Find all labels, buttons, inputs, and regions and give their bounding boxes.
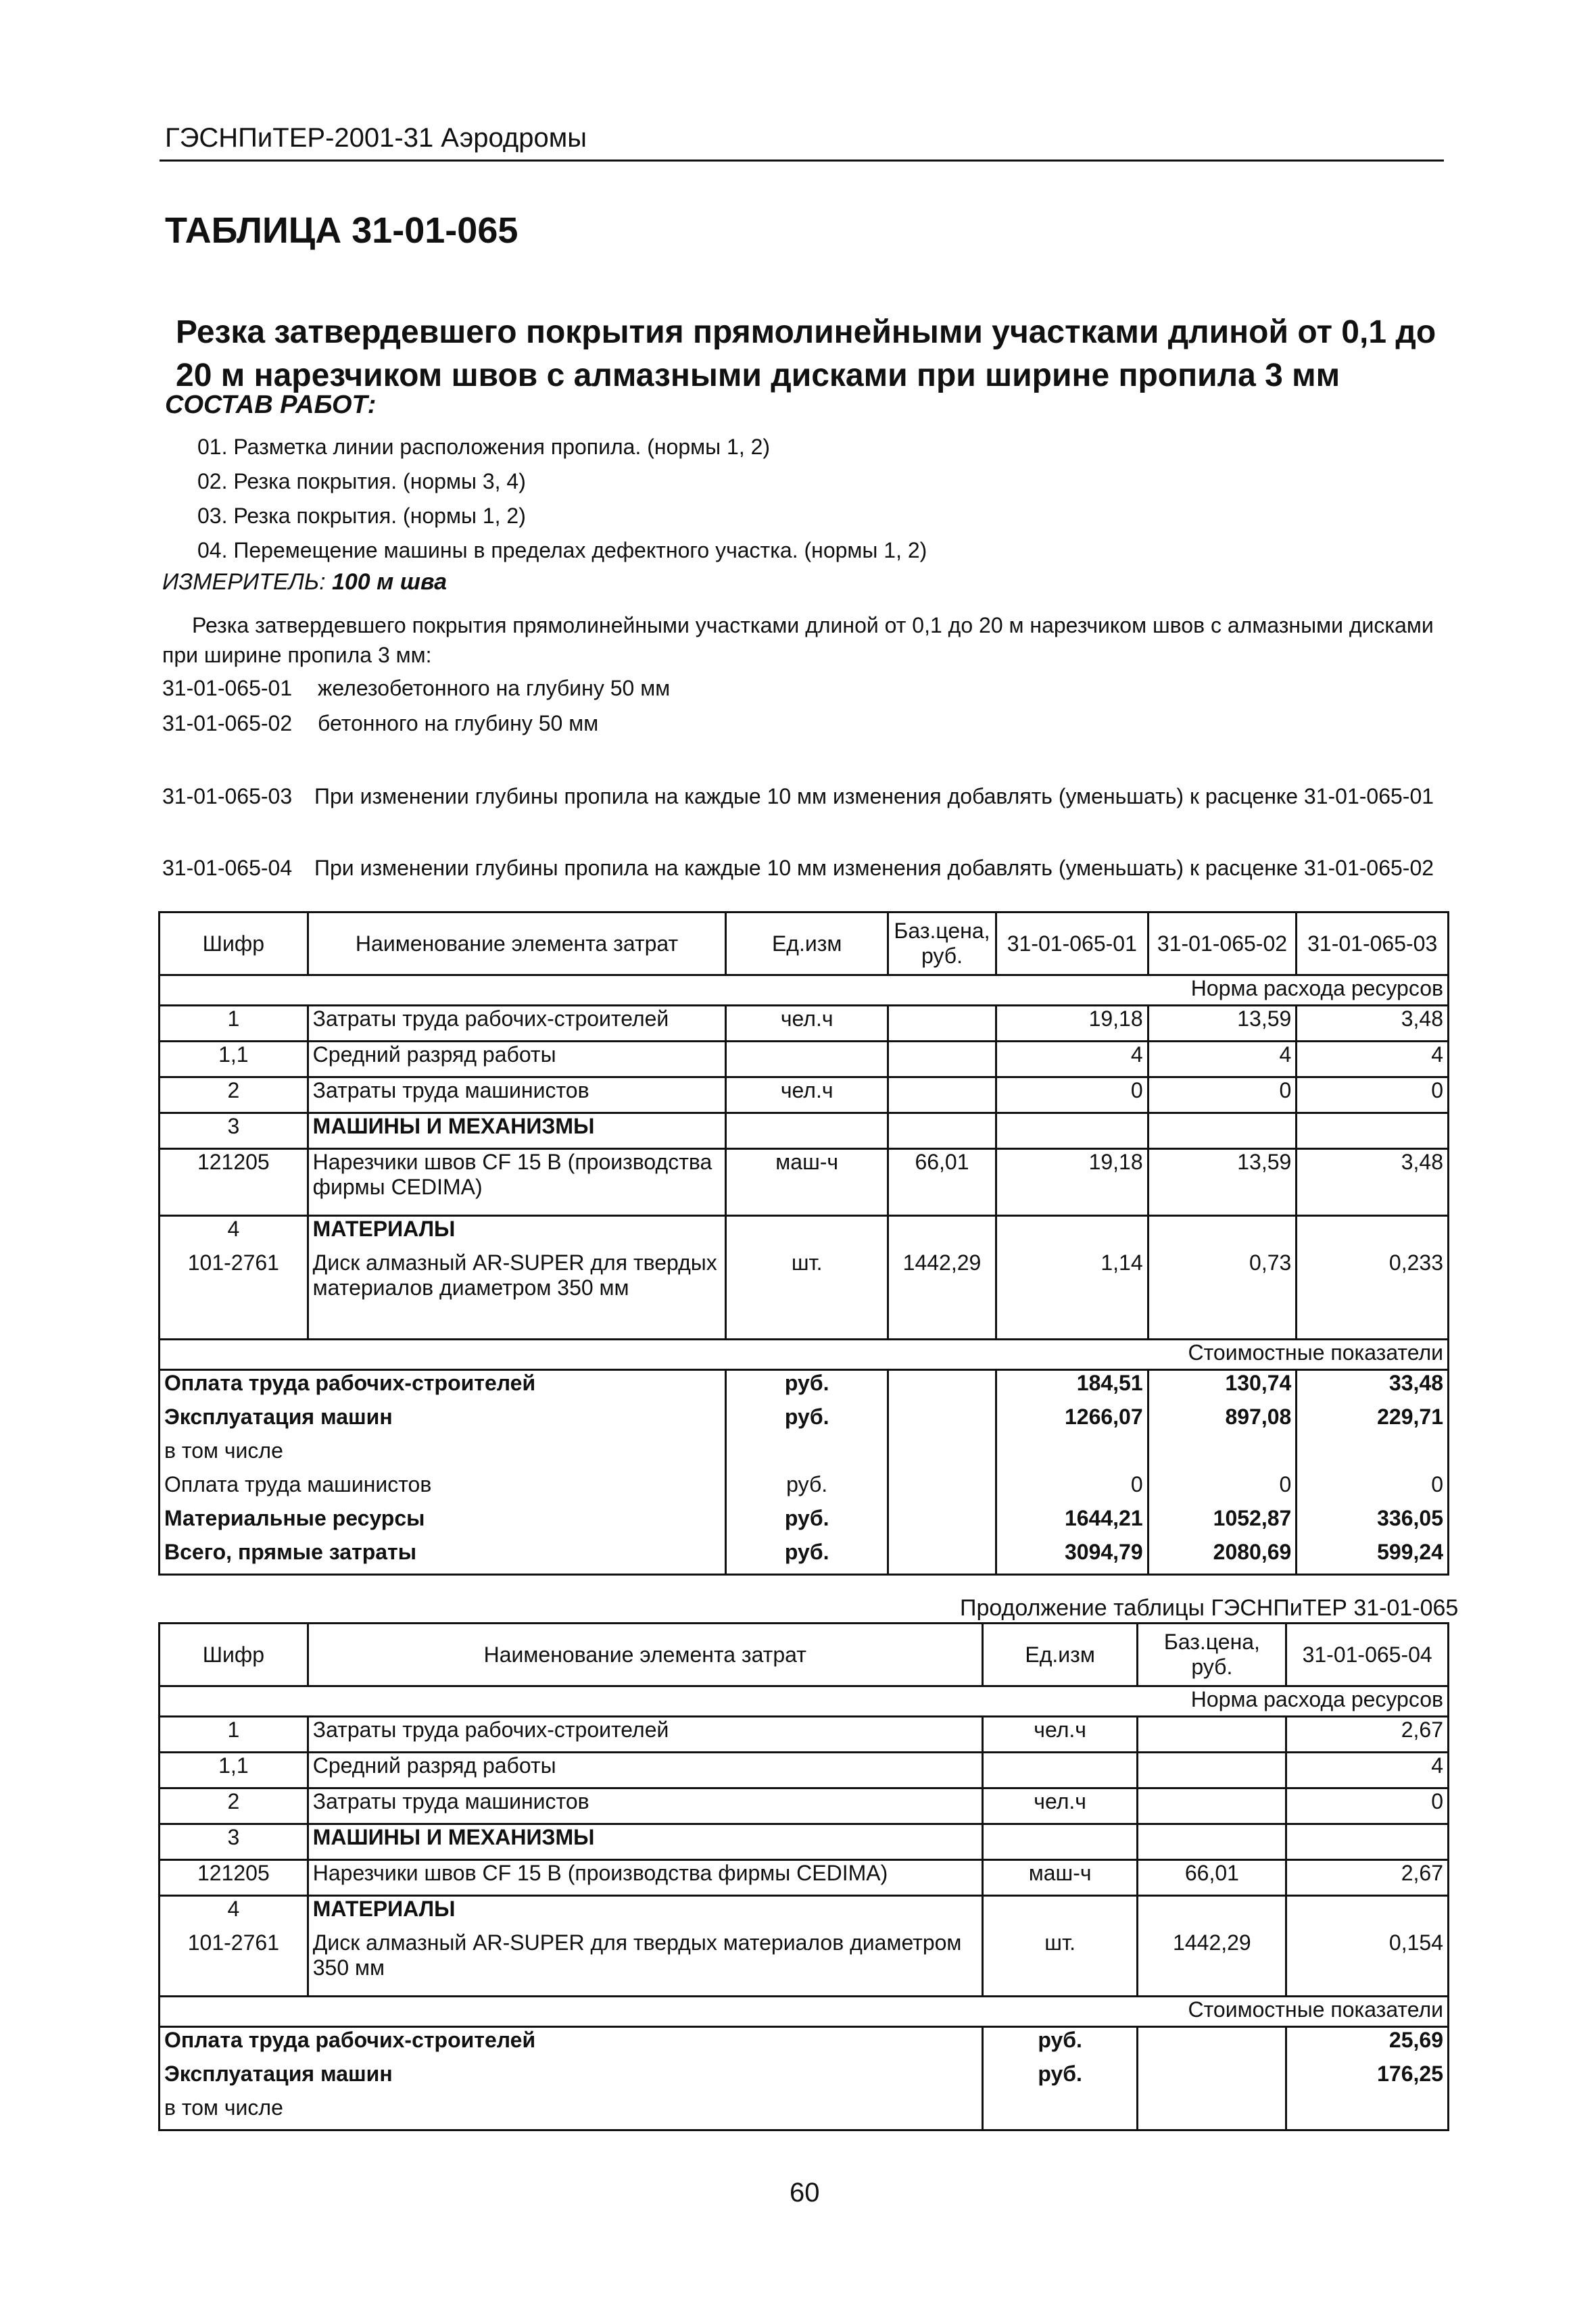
cost-price-empty xyxy=(1138,2027,1286,2062)
cost-value: 599,24 xyxy=(1297,1540,1449,1575)
cell-name: Затраты труда машинистов xyxy=(308,1788,982,1824)
cell-value: 2,67 xyxy=(1286,1717,1449,1753)
cell-unit: шт. xyxy=(982,1930,1138,1997)
col-name-header: Наименование элемента затрат xyxy=(308,1624,982,1686)
cell-value: 4 xyxy=(996,1042,1148,1077)
cell-price: 66,01 xyxy=(888,1149,996,1216)
cell-value xyxy=(1297,1113,1449,1149)
cost-unit: руб. xyxy=(726,1540,888,1575)
cost-unit: руб. xyxy=(726,1405,888,1438)
table-row xyxy=(160,1042,1449,1077)
page-number: 60 xyxy=(790,2178,820,2208)
cost-price-empty xyxy=(888,1370,996,1405)
table-row xyxy=(160,1250,1449,1340)
cost-row xyxy=(160,1370,1449,1405)
cell-price xyxy=(1138,1896,1286,1931)
cost-value: 229,71 xyxy=(1297,1405,1449,1438)
cell-name: Затраты труда машинистов xyxy=(308,1077,726,1113)
cell-value: 13,59 xyxy=(1148,1149,1297,1216)
cost-row xyxy=(160,2095,1449,2130)
cell-unit: чел.ч xyxy=(726,1006,888,1042)
col-code-header: Шифр xyxy=(160,912,308,975)
cell-name: Диск алмазный AR-SUPER для твердых материалов диаметром 350 мм xyxy=(308,1930,982,1997)
code-desc: бетонного на глубину 50 мм xyxy=(318,711,599,735)
cell-value xyxy=(1148,1216,1297,1251)
cell-value: 3,48 xyxy=(1297,1006,1449,1042)
norm-label: Норма расхода ресурсов xyxy=(160,975,1449,1006)
table-row xyxy=(160,1860,1449,1896)
cost-value: 184,51 xyxy=(996,1370,1148,1405)
cell-value: 2,67 xyxy=(1286,1860,1449,1896)
norm-section-row xyxy=(160,1686,1449,1717)
cost-value: 1644,21 xyxy=(996,1506,1148,1540)
cell-code: 2 xyxy=(160,1077,308,1113)
cost-name: Эксплуатация машин xyxy=(160,2062,983,2095)
cost-price-empty xyxy=(1138,2062,1286,2095)
table-row xyxy=(160,1216,1449,1251)
table-row xyxy=(160,1896,1449,1931)
cell-name: МАТЕРИАЛЫ xyxy=(308,1896,982,1931)
cell-value xyxy=(996,1216,1148,1251)
meter-value: 100 м шва xyxy=(331,569,447,595)
work-item: 04. Перемещение машины в пределах дефектного участка. (нормы 1, 2) xyxy=(197,538,927,562)
cost-unit: руб. xyxy=(726,1472,888,1506)
cost-price-empty xyxy=(888,1405,996,1438)
cost-value: 130,74 xyxy=(1148,1370,1297,1405)
col-name-header: Наименование элемента затрат xyxy=(308,912,726,975)
change-row xyxy=(162,784,1453,811)
cost-unit xyxy=(982,2095,1138,2130)
cell-code: 101-2761 xyxy=(160,1930,308,1997)
cell-value: 0,154 xyxy=(1286,1930,1449,1997)
cost-value: 3094,79 xyxy=(996,1540,1148,1575)
cost-value: 25,69 xyxy=(1286,2027,1449,2062)
code-row xyxy=(162,711,1447,738)
cell-name: МАШИНЫ И МЕХАНИЗМЫ xyxy=(308,1824,982,1860)
intro-line-2: при ширине пропила 3 мм: xyxy=(162,643,432,667)
cell-value: 19,18 xyxy=(996,1006,1148,1042)
change-code: 31-01-065-04 xyxy=(162,856,293,880)
cell-value: 4 xyxy=(1148,1042,1297,1077)
cell-value xyxy=(1286,1896,1449,1931)
table-title: ТАБЛИЦА 31-01-065 xyxy=(165,210,518,251)
cost-name: Эксплуатация машин xyxy=(160,1405,726,1438)
cell-price xyxy=(888,1006,996,1042)
cell-value xyxy=(1286,1824,1449,1860)
cell-code: 1 xyxy=(160,1717,308,1753)
cell-code: 4 xyxy=(160,1216,308,1251)
cost-price-empty xyxy=(1138,2095,1286,2130)
cell-name: Нарезчики швов CF 15 B (производства фирмы CEDIMA) xyxy=(308,1860,982,1896)
cell-value: 0 xyxy=(1148,1077,1297,1113)
cost-price-empty xyxy=(888,1438,996,1472)
cost-section-row xyxy=(160,1340,1449,1370)
col-rate-header: 31-01-065-01 xyxy=(996,912,1148,975)
cell-unit: чел.ч xyxy=(982,1717,1138,1753)
cost-row xyxy=(160,1472,1449,1506)
table-header-row xyxy=(160,1624,1449,1686)
cost-unit xyxy=(726,1438,888,1472)
intro-line-1: Резка затвердевшего покрытия прямолинейными участками длиной от 0,1 до 20 м нарезчиком швов с алмазными дисками xyxy=(192,613,1434,637)
cell-value: 0 xyxy=(996,1077,1148,1113)
col-price-header: Баз.цена, руб. xyxy=(888,912,996,975)
cell-value: 0 xyxy=(1286,1788,1449,1824)
cell-code: 1,1 xyxy=(160,1042,308,1077)
cell-name: Средний разряд работы xyxy=(308,1042,726,1077)
section-heading: Резка затвердевшего покрытия прямолинейными участками длиной от 0,1 до 20 м нарезчиком швов с алмазными дисками при ширине пропила 3 мм xyxy=(176,314,1436,393)
cell-value: 0,73 xyxy=(1148,1250,1297,1340)
code-desc: железобетонного на глубину 50 мм xyxy=(318,676,671,700)
cell-code: 4 xyxy=(160,1896,308,1931)
col-rate-header: 31-01-065-04 xyxy=(1286,1624,1449,1686)
meter-label: ИЗМЕРИТЕЛЬ: xyxy=(162,569,326,595)
cost-price-empty xyxy=(888,1540,996,1575)
table-row xyxy=(160,1113,1449,1149)
cost-price-empty xyxy=(888,1472,996,1506)
cost-row xyxy=(160,2027,1449,2062)
col-price-header: Баз.цена, руб. xyxy=(1138,1624,1286,1686)
cost-value xyxy=(1286,2095,1449,2130)
cell-value xyxy=(996,1113,1148,1149)
cell-price: 1442,29 xyxy=(1138,1930,1286,1997)
cost-value: 336,05 xyxy=(1297,1506,1449,1540)
cell-unit xyxy=(982,1824,1138,1860)
cost-name: Оплата труда рабочих-строителей xyxy=(160,1370,726,1405)
cell-value: 19,18 xyxy=(996,1149,1148,1216)
cost-row xyxy=(160,1506,1449,1540)
cell-unit xyxy=(726,1216,888,1251)
cell-code: 101-2761 xyxy=(160,1250,308,1340)
continuation-label: Продолжение таблицы ГЭСНПиТЕР 31-01-065 xyxy=(960,1595,1459,1621)
header-rule xyxy=(160,160,1444,162)
table-row xyxy=(160,1930,1449,1997)
cell-price: 66,01 xyxy=(1138,1860,1286,1896)
norm-section-row xyxy=(160,975,1449,1006)
cell-unit: маш-ч xyxy=(726,1149,888,1216)
col-rate-header: 31-01-065-03 xyxy=(1297,912,1449,975)
cell-value xyxy=(1297,1216,1449,1251)
cost-name: в том числе xyxy=(160,2095,983,2130)
cell-unit: шт. xyxy=(726,1250,888,1340)
cell-price xyxy=(1138,1717,1286,1753)
code: 31-01-065-01 xyxy=(162,676,293,700)
cell-value: 4 xyxy=(1286,1753,1449,1788)
table-row xyxy=(160,1753,1449,1788)
cost-unit: руб. xyxy=(982,2062,1138,2095)
table-row xyxy=(160,1006,1449,1042)
cost-row xyxy=(160,2062,1449,2095)
work-item: 03. Резка покрытия. (нормы 1, 2) xyxy=(197,504,526,528)
cost-section-row xyxy=(160,1997,1449,2027)
change-code: 31-01-065-03 xyxy=(162,784,293,808)
norm-label: Норма расхода ресурсов xyxy=(160,1686,1449,1717)
cell-name: Затраты труда рабочих-строителей xyxy=(308,1006,726,1042)
cell-value xyxy=(1148,1113,1297,1149)
cost-value: 1266,07 xyxy=(996,1405,1148,1438)
cost-name: в том числе xyxy=(160,1438,726,1472)
cell-unit: маш-ч xyxy=(982,1860,1138,1896)
running-header: ГЭСНПиТЕР-2001-31 Аэродромы xyxy=(165,123,587,153)
work-list xyxy=(197,430,927,568)
cost-value: 1052,87 xyxy=(1148,1506,1297,1540)
cell-price xyxy=(888,1077,996,1113)
cost-value xyxy=(1297,1438,1449,1472)
cell-price: 1442,29 xyxy=(888,1250,996,1340)
cost-name: Оплата труда машинистов xyxy=(160,1472,726,1506)
cost-value: 0 xyxy=(1148,1472,1297,1506)
cost-label: Стоимостные показатели xyxy=(160,1340,1449,1370)
change-row xyxy=(162,856,1453,883)
cost-value: 897,08 xyxy=(1148,1405,1297,1438)
code-row xyxy=(162,676,1447,703)
resource-table-2 xyxy=(158,1622,1449,2131)
cell-price xyxy=(888,1216,996,1251)
col-unit-header: Ед.изм xyxy=(726,912,888,975)
change-desc: При изменении глубины пропила на каждые 10 мм изменения добавлять (уменьшать) к расценке 31-01-065-01 xyxy=(314,784,1434,808)
cost-unit: руб. xyxy=(726,1370,888,1405)
table-row xyxy=(160,1077,1449,1113)
col-code-header: Шифр xyxy=(160,1624,308,1686)
cell-price xyxy=(888,1042,996,1077)
cell-code: 121205 xyxy=(160,1149,308,1216)
cell-unit: чел.ч xyxy=(982,1788,1138,1824)
change-desc: При изменении глубины пропила на каждые 10 мм изменения добавлять (уменьшать) к расценке 31-01-065-02 xyxy=(314,856,1434,880)
cell-unit: чел.ч xyxy=(726,1077,888,1113)
cell-unit xyxy=(982,1753,1138,1788)
cell-name: МАТЕРИАЛЫ xyxy=(308,1216,726,1251)
table-row xyxy=(160,1149,1449,1216)
col-unit-header: Ед.изм xyxy=(982,1624,1138,1686)
cost-label: Стоимостные показатели xyxy=(160,1997,1449,2027)
cell-code: 121205 xyxy=(160,1860,308,1896)
cell-name: Нарезчики швов CF 15 B (производства фирмы CEDIMA) xyxy=(308,1149,726,1216)
cell-name: Средний разряд работы xyxy=(308,1753,982,1788)
cost-unit: руб. xyxy=(982,2027,1138,2062)
cost-row xyxy=(160,1540,1449,1575)
cell-code: 2 xyxy=(160,1788,308,1824)
composition-label: СОСТАВ РАБОТ: xyxy=(165,391,377,419)
meter xyxy=(162,569,447,595)
cost-name: Оплата труда рабочих-строителей xyxy=(160,2027,983,2062)
work-item: 02. Резка покрытия. (нормы 3, 4) xyxy=(197,469,526,493)
cell-code: 1 xyxy=(160,1006,308,1042)
cost-value: 0 xyxy=(996,1472,1148,1506)
cell-unit xyxy=(726,1042,888,1077)
cost-value xyxy=(996,1438,1148,1472)
resource-table-1 xyxy=(158,911,1449,1576)
cost-value xyxy=(1148,1438,1297,1472)
cell-value: 3,48 xyxy=(1297,1149,1449,1216)
cell-price xyxy=(1138,1824,1286,1860)
cost-value: 33,48 xyxy=(1297,1370,1449,1405)
cost-price-empty xyxy=(888,1506,996,1540)
cell-price xyxy=(1138,1753,1286,1788)
cell-name: Диск алмазный AR-SUPER для твердых материалов диаметром 350 мм xyxy=(308,1250,726,1340)
table-row xyxy=(160,1824,1449,1860)
cell-price xyxy=(1138,1788,1286,1824)
cell-code: 1,1 xyxy=(160,1753,308,1788)
cell-value: 1,14 xyxy=(996,1250,1148,1340)
cell-unit xyxy=(726,1113,888,1149)
cost-name: Материальные ресурсы xyxy=(160,1506,726,1540)
cost-value: 0 xyxy=(1297,1472,1449,1506)
cell-value: 4 xyxy=(1297,1042,1449,1077)
cost-name: Всего, прямые затраты xyxy=(160,1540,726,1575)
cell-value: 0 xyxy=(1297,1077,1449,1113)
work-item: 01. Разметка линии расположения пропила. (нормы 1, 2) xyxy=(197,435,771,459)
cell-unit xyxy=(982,1896,1138,1931)
code: 31-01-065-02 xyxy=(162,711,293,735)
cell-value: 13,59 xyxy=(1148,1006,1297,1042)
cell-code: 3 xyxy=(160,1824,308,1860)
cell-value: 0,233 xyxy=(1297,1250,1449,1340)
cell-name: Затраты труда рабочих-строителей xyxy=(308,1717,982,1753)
cell-name: МАШИНЫ И МЕХАНИЗМЫ xyxy=(308,1113,726,1149)
table-row xyxy=(160,1788,1449,1824)
col-rate-header: 31-01-065-02 xyxy=(1148,912,1297,975)
cost-value: 176,25 xyxy=(1286,2062,1449,2095)
cost-row xyxy=(160,1405,1449,1438)
cost-row xyxy=(160,1438,1449,1472)
cell-price xyxy=(888,1113,996,1149)
cost-unit: руб. xyxy=(726,1506,888,1540)
cell-code: 3 xyxy=(160,1113,308,1149)
table-header-row xyxy=(160,912,1449,975)
table-row xyxy=(160,1717,1449,1753)
cost-value: 2080,69 xyxy=(1148,1540,1297,1575)
